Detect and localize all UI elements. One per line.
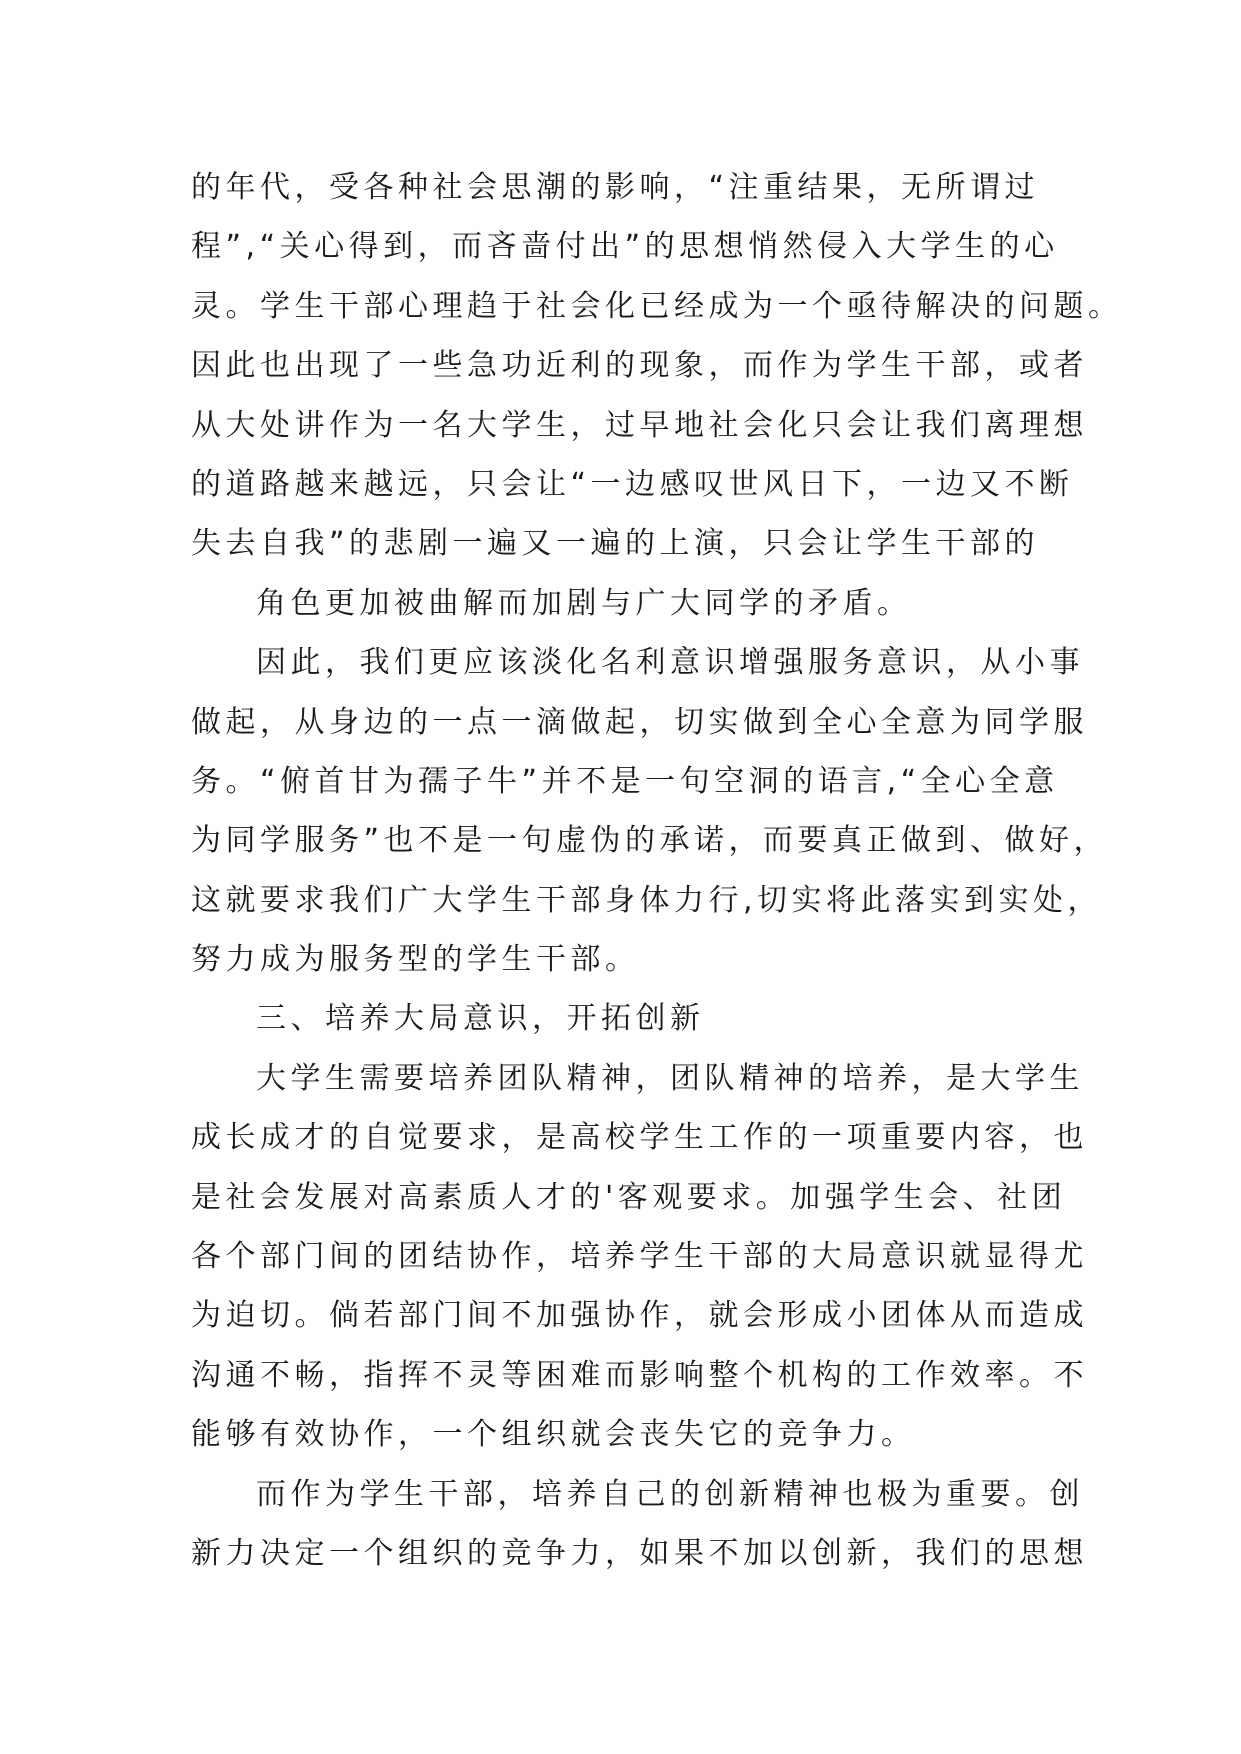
text-line: 因此也出现了一些急功近利的现象，而作为学生干部，或者 [191, 348, 1088, 384]
text-line: 为迫切。倘若部门间不加强协作，就会形成小团体从而造成 [191, 1298, 1088, 1334]
text-line: 失去自我”的悲剧一遍又一遍的上演，只会让学生干部的 [191, 526, 1040, 562]
text-line: 成长成才的自觉要求，是高校学生工作的一项重要内容，也 [191, 1120, 1088, 1156]
text-line: 的道路越来越远，只会让“一边感叹世风日下，一边又不断 [191, 466, 1074, 502]
text-line: 沟通不畅，指挥不灵等困难而影响整个机构的工作效率。不 [191, 1357, 1088, 1393]
text-line: 各个部门间的团结协作，培养学生干部的大局意识就显得尤 [191, 1239, 1088, 1275]
paragraph-start-line: 而作为学生干部，培养自己的创新精神也极为重要。创 [256, 1476, 1084, 1512]
body-text [191, 158, 1123, 1583]
text-line: 是社会发展对高素质人才的'客观要求。加强学生会、社团 [191, 1179, 1067, 1215]
paragraph-start-line: 角色更加被曲解而加剧与广大同学的矛盾。 [256, 585, 912, 621]
text-line: 努力成为服务型的学生干部。 [191, 942, 640, 978]
text-line: 从大处讲作为一名大学生，过早地社会化只会让我们离理想 [191, 407, 1088, 443]
text-line: 做起，从身边的一点一滴做起，切实做到全心全意为同学服 [191, 704, 1088, 740]
text-line: 灵。学生干部心理趋于社会化已经成为一个亟待解决的问题。 [191, 288, 1123, 324]
text-line: 务。“俯首甘为孺子牛”并不是一句空洞的语言,“全心全意 [191, 763, 1059, 799]
text-line: 程”,“关心得到，而吝啬付出”的思想悄然侵入大学生的心 [191, 229, 1059, 265]
paragraph-start-line: 因此，我们更应该淡化名利意识增强服务意识，从小事 [256, 645, 1084, 681]
paragraph-start-line: 大学生需要培养团队精神，团队精神的培养，是大学生 [256, 1060, 1084, 1096]
text-line: 这就要求我们广大学生干部身体力行,切实将此落实到实处， [191, 882, 1103, 918]
text-line: 新力决定一个组织的竞争力，如果不加以创新，我们的思想 [191, 1535, 1088, 1571]
text-line: 能够有效协作，一个组织就会丧失它的竞争力。 [191, 1417, 916, 1453]
section-heading: 三、培养大局意识，开拓创新 [256, 1001, 705, 1037]
text-line: 为同学服务”也不是一句虚伪的承诺，而要真正做到、做好， [191, 823, 1109, 859]
text-line: 的年代，受各种社会思潮的影响，“注重结果，无所谓过 [191, 170, 1040, 205]
